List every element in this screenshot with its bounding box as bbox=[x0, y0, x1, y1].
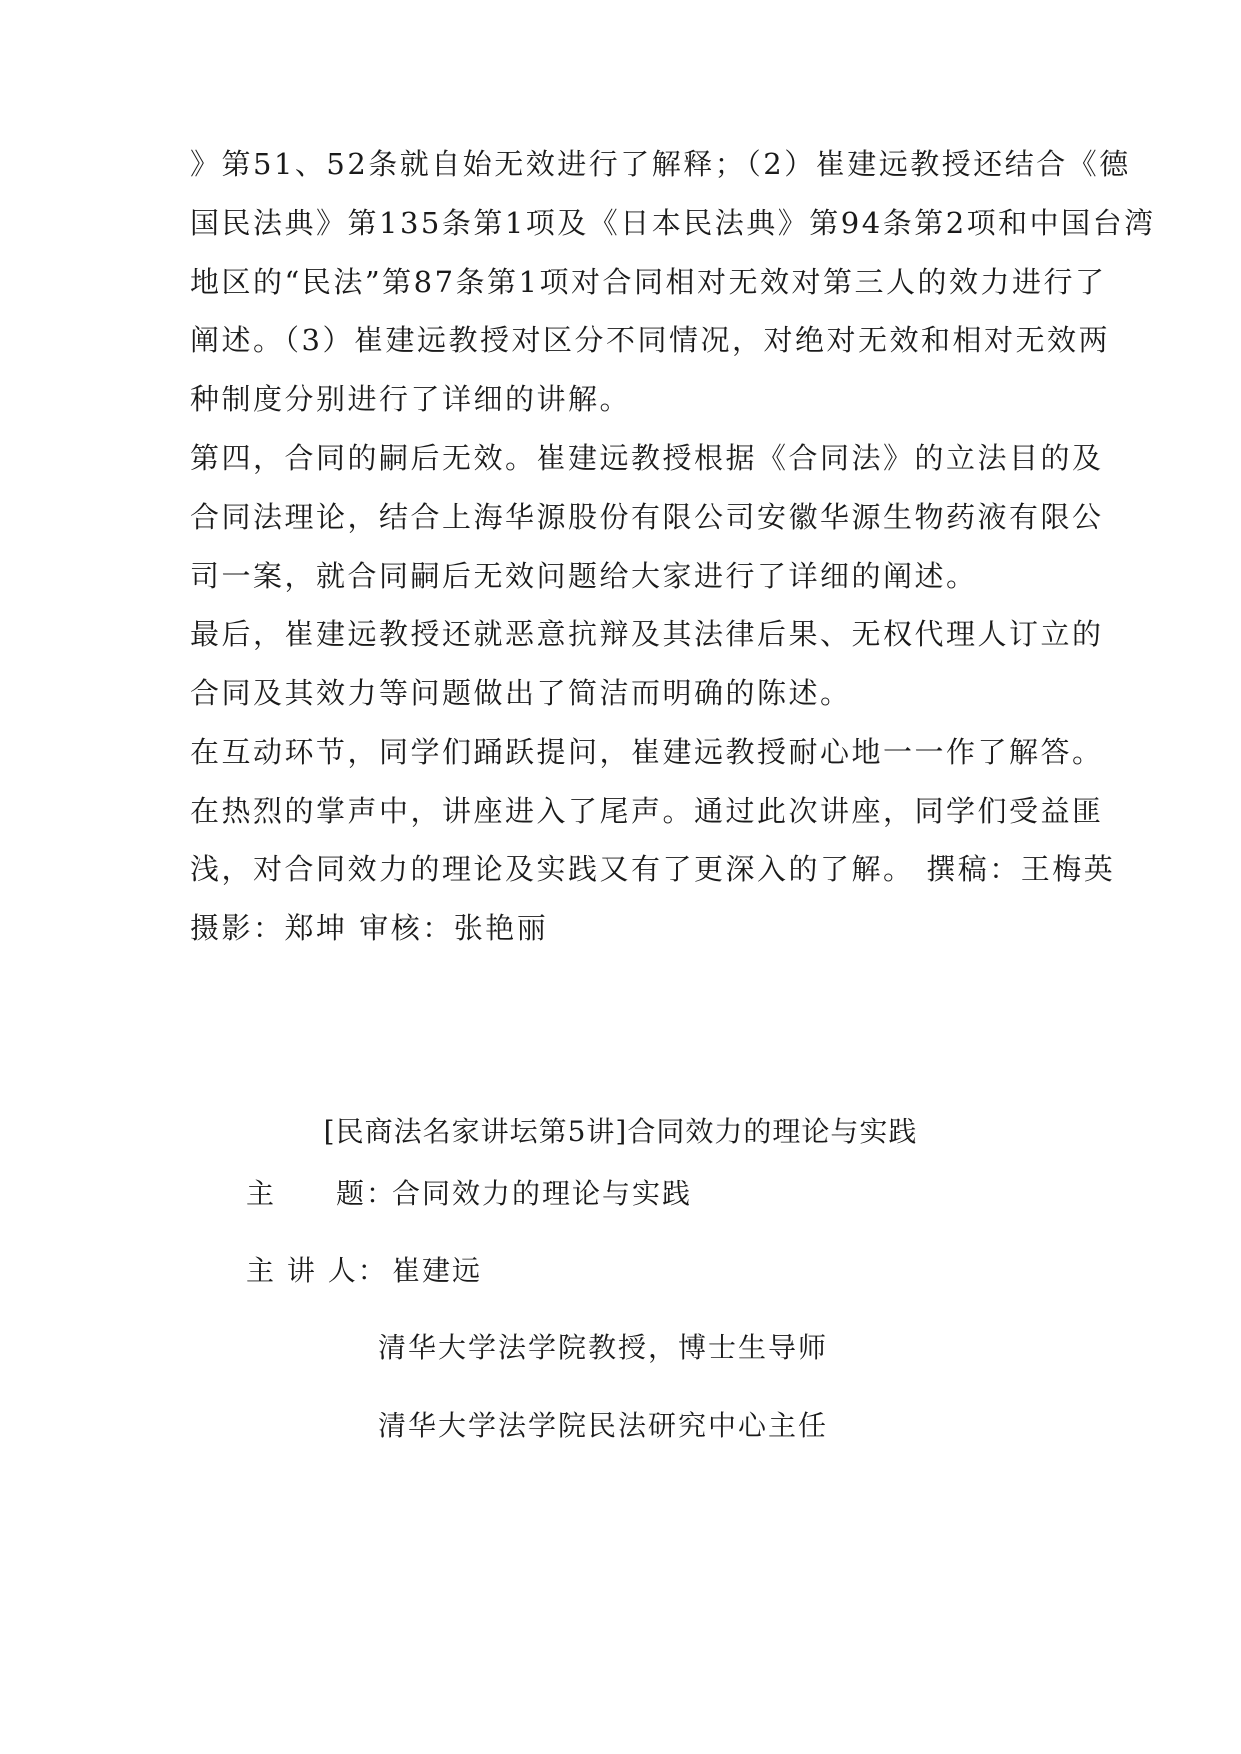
body-line-5: 种制度分别进行了详细的讲解。 bbox=[190, 382, 632, 416]
body-line-9: 最后，崔建远教授还就恶意抗辩及其法律后果、无权代理人订立的 bbox=[190, 617, 1104, 651]
body-line-10: 合同及其效力等问题做出了简洁而明确的陈述。 bbox=[190, 676, 852, 710]
body-line-8: 司一案，就合同嗣后无效问题给大家进行了详细的阐述。 bbox=[190, 559, 978, 593]
lecture-heading: [民商法名家讲坛第5讲]合同效力的理论与实践 bbox=[323, 1115, 918, 1148]
body-line-1: 》第51、52条就自始无效进行了解释；（2）崔建远教授还结合《德 bbox=[190, 147, 1131, 181]
body-line-6: 第四，合同的嗣后无效。崔建远教授根据《合同法》的立法目的及 bbox=[190, 441, 1104, 475]
topic-row bbox=[246, 1174, 692, 1214]
topic-value: 合同效力的理论与实践 bbox=[392, 1177, 693, 1210]
body-line-12: 在热烈的掌声中，讲座进入了尾声。通过此次讲座，同学们受益匪 bbox=[190, 794, 1104, 828]
speaker-title-1: 清华大学法学院教授，博士生导师 bbox=[378, 1331, 829, 1364]
body-line-3: 地区的“民法”第87条第1项对合同相对无效对第三人的效力进行了 bbox=[190, 265, 1107, 299]
body-line-2: 国民法典》第135条第1项及《日本民法典》第94条第2项和中国台湾 bbox=[190, 206, 1156, 240]
topic-label: 主 题： bbox=[246, 1177, 397, 1210]
body-line-11: 在互动环节，同学们踊跃提问，崔建远教授耐心地一一作了解答。 bbox=[190, 735, 1104, 769]
speaker-title-2: 清华大学法学院民法研究中心主任 bbox=[378, 1409, 829, 1442]
speaker-label: 主 讲 人： bbox=[246, 1254, 388, 1287]
body-line-13: 浅，对合同效力的理论及实践又有了更深入的了解。 撰稿：王梅英 bbox=[190, 852, 1116, 886]
body-line-14: 摄影：郑坤 审核：张艳丽 bbox=[190, 911, 549, 945]
speaker-row bbox=[246, 1251, 482, 1291]
speaker-value: 崔建远 bbox=[392, 1254, 483, 1287]
body-line-7: 合同法理论，结合上海华源股份有限公司安徽华源生物药液有限公 bbox=[190, 500, 1104, 534]
body-line-4: 阐述。（3）崔建远教授对区分不同情况，对绝对无效和相对无效两 bbox=[190, 323, 1110, 357]
